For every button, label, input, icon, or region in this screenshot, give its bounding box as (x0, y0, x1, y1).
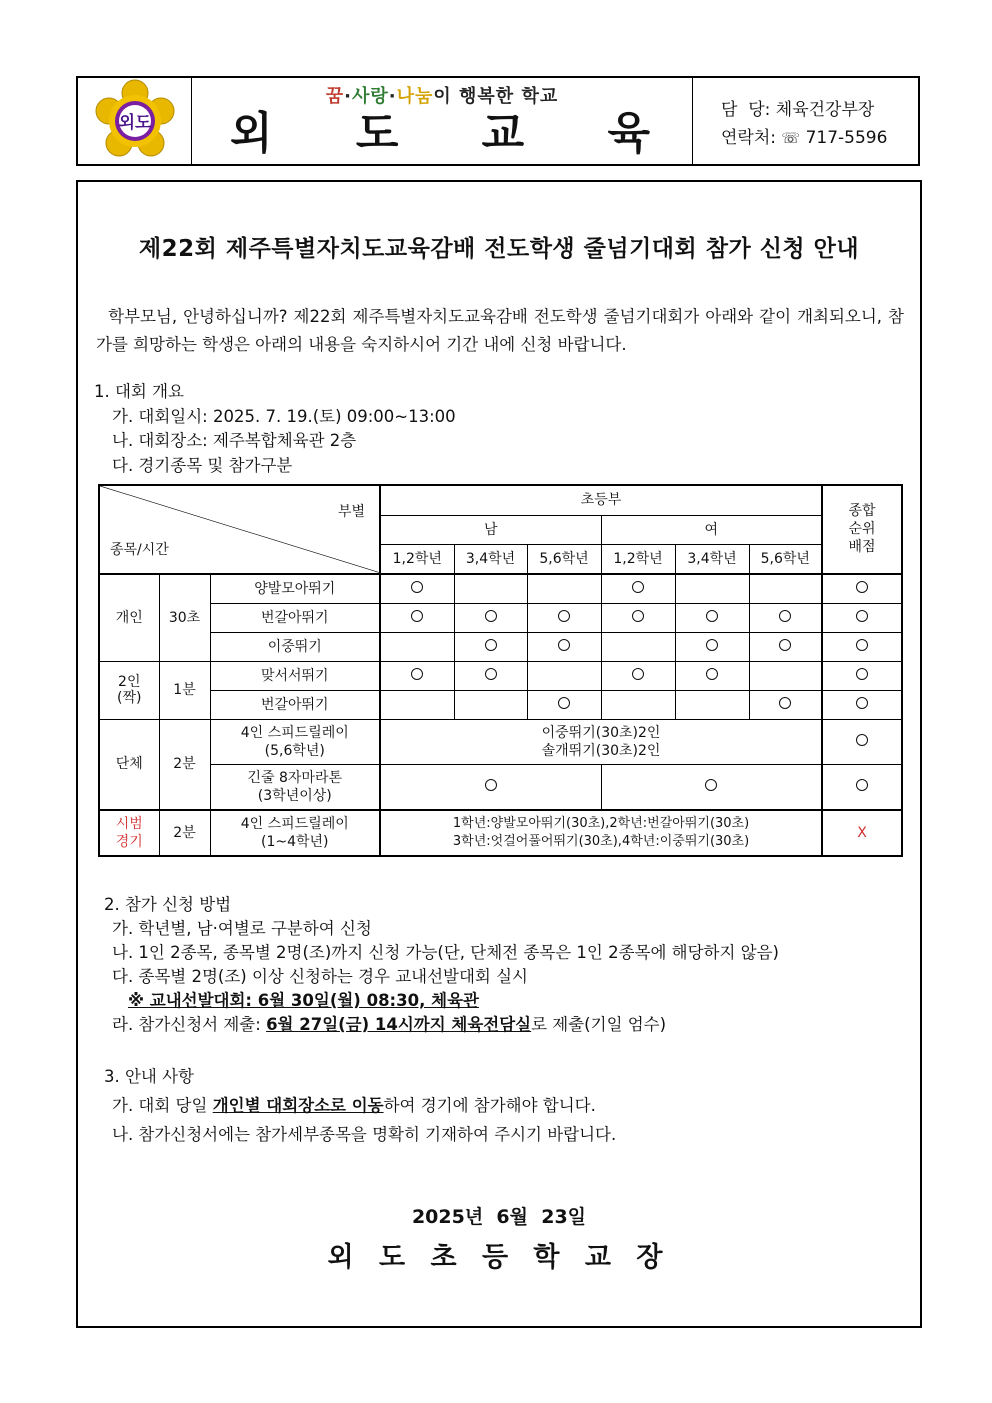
circle-mark (411, 581, 423, 593)
section-3-heading: 3. 안내 사항 (104, 1067, 194, 1086)
section-1-heading: 1. 대회 개요 (94, 382, 184, 401)
table-row (99, 632, 902, 661)
selection-note: ※ 교내선발대회: 6월 30일(월) 08:30, 체육관 (128, 991, 479, 1010)
school-motto (192, 82, 692, 108)
apply-item-d (112, 1012, 666, 1038)
grade-header: 1,2학년 (601, 544, 675, 574)
circle-mark (706, 639, 718, 651)
category-pair: 2인 (짝) (99, 661, 159, 719)
time-individual: 30초 (159, 574, 210, 662)
apply-item-a: 가. 학년별, 남·여별로 구분하여 신청 (112, 919, 372, 938)
score-header: 종합 순위 배점 (822, 485, 902, 574)
document-title: 제22회 제주특별자치도교육감배 전도학생 줄넘기대회 참가 신청 안내 (138, 236, 860, 262)
intro-paragraph (96, 303, 904, 359)
motto-dot-1: · (344, 86, 352, 107)
circle-mark (558, 697, 570, 709)
motto-love: 사랑 (351, 86, 389, 107)
time-demo: 2분 (159, 810, 210, 856)
event-name: 이중뛰기 (210, 632, 380, 661)
circle-mark (485, 668, 497, 680)
x-mark: X (822, 810, 902, 856)
circle-mark (706, 668, 718, 680)
apply-item-c: 다. 종목별 2명(조) 이상 신청하는 경우 교내선발대회 실시 (112, 967, 528, 986)
phone-number: 717-5596 (805, 128, 888, 148)
motto-dot-2: · (388, 86, 397, 107)
circle-mark (485, 610, 497, 622)
motto-share: 나눔 (396, 86, 434, 107)
circle-mark (779, 697, 791, 709)
table-row (99, 690, 902, 719)
notice-item-b: 나. 참가신청서에는 참가세부종목을 명확히 기재하여 주시기 바랍니다. (112, 1125, 617, 1144)
event-name: 4인 스피드릴레이 (5,6학년) (210, 719, 380, 764)
circle-mark (485, 639, 497, 651)
table-row (99, 661, 902, 690)
circle-mark (856, 734, 868, 746)
event-name: 긴줄 8자마라톤 (3학년이상) (210, 764, 380, 810)
grade-header: 5,6학년 (527, 544, 601, 574)
table-row (99, 603, 902, 632)
phone-label: 연락처: (721, 128, 776, 148)
event-categories: 다. 경기종목 및 참가구분 (112, 456, 293, 475)
signer: 외 도 초 등 학 교 장 (327, 1242, 671, 1273)
letterhead (76, 76, 920, 166)
circle-mark (485, 779, 497, 791)
circle-mark (779, 610, 791, 622)
circle-mark (705, 779, 717, 791)
table-row (99, 764, 902, 810)
phone-icon: ☏ (781, 129, 801, 147)
event-venue: 나. 대회장소: 제주복합체육관 2층 (112, 431, 357, 450)
circle-mark (411, 610, 423, 622)
school-logo-cell (78, 78, 192, 164)
event-name: 번갈아뛰기 (210, 690, 380, 719)
grade-header: 5,6학년 (749, 544, 822, 574)
time-team: 2분 (159, 719, 210, 810)
table-row (99, 574, 902, 604)
circle-mark (856, 581, 868, 593)
division-header: 초등부 (380, 485, 822, 515)
events-table (98, 484, 903, 857)
circle-mark (632, 581, 644, 593)
event-date: 가. 대회일시: 2025. 7. 19.(토) 09:00~13:00 (112, 407, 456, 426)
motto-rest: 이 행복한 학교 (433, 86, 559, 107)
corner-event-label: 종목/시간 (110, 542, 169, 558)
female-header: 여 (601, 515, 822, 544)
circle-mark (632, 668, 644, 680)
document-body (76, 180, 922, 1328)
circle-mark (632, 610, 644, 622)
grade-header: 3,4학년 (454, 544, 527, 574)
table-row (99, 810, 902, 856)
category-individual: 개인 (99, 574, 159, 662)
event-name: 4인 스피드릴레이 (1~4학년) (210, 810, 380, 856)
category-team: 단체 (99, 719, 159, 810)
event-name: 번갈아뛰기 (210, 603, 380, 632)
circle-mark (856, 639, 868, 651)
event-name: 맞서서뛰기 (210, 661, 380, 690)
logo-text: 외도 (118, 113, 151, 133)
contact-cell (693, 78, 918, 164)
grade-header: 1,2학년 (380, 544, 454, 574)
male-header: 남 (380, 515, 601, 544)
intro-text: 학부모님, 안녕하십니까? 제22회 제주특별자치도교육감배 전도학생 줄넘기대회가 아래와 같이 개최되오니, 참가를 희망하는 학생은 아래의 내용을 숙지하시어 기간 내에 신청 바랍니다. (96, 307, 904, 354)
school-emblem-icon (93, 79, 177, 163)
event-description: 1학년:양발모아뛰기(30초),2학년:번갈아뛰기(30초) 3학년:엇걸어풀어뛰기(30초),4학년:이중뛰기(30초) (380, 810, 822, 856)
table-row (99, 719, 902, 764)
time-pair: 1분 (159, 661, 210, 719)
contact-phone-line (721, 124, 918, 152)
motto-dream: 꿈 (325, 86, 345, 107)
apply-deadline: 6월 27일(금) 14시까지 체육전담실 (266, 1015, 532, 1034)
notice-venue: 개인별 대회장소로 이동 (212, 1096, 384, 1115)
circle-mark (856, 610, 868, 622)
apply-item-b: 나. 1인 2종목, 종목별 2명(조)까지 신청 가능(단, 단체전 종목은 1인 2종목에 해당하지 않음) (112, 943, 779, 962)
letterhead-title-cell (192, 78, 693, 164)
notice-a-suffix: 하여 경기에 참가해야 합니다. (383, 1096, 596, 1115)
contact-person: 담 당: 체육건강부장 (721, 100, 875, 120)
circle-mark (856, 779, 868, 791)
circle-mark (411, 668, 423, 680)
circle-mark (558, 610, 570, 622)
apply-d-prefix: 라. 참가신청서 제출: (112, 1015, 267, 1034)
category-demo: 시범 경기 (99, 810, 159, 856)
circle-mark (706, 610, 718, 622)
apply-d-suffix: 로 제출(기일 엄수) (531, 1015, 667, 1034)
diagonal-line (100, 486, 379, 573)
circle-mark (856, 697, 868, 709)
table-corner-cell (99, 485, 380, 574)
event-name: 양발모아뛰기 (210, 574, 380, 604)
circle-mark (856, 668, 868, 680)
newsletter-title: 외 도 교 육 (230, 108, 684, 159)
circle-mark (558, 639, 570, 651)
circle-mark (779, 639, 791, 651)
notice-item-a (112, 1093, 596, 1119)
notice-a-prefix: 가. 대회 당일 (112, 1096, 213, 1115)
event-description: 이중뛰기(30초)2인 솔개뛰기(30초)2인 (380, 719, 822, 764)
issue-date: 2025년 6월 23일 (411, 1206, 587, 1228)
corner-division-label: 부별 (337, 504, 366, 520)
section-2-heading: 2. 참가 신청 방법 (104, 895, 232, 914)
grade-header: 3,4학년 (675, 544, 749, 574)
